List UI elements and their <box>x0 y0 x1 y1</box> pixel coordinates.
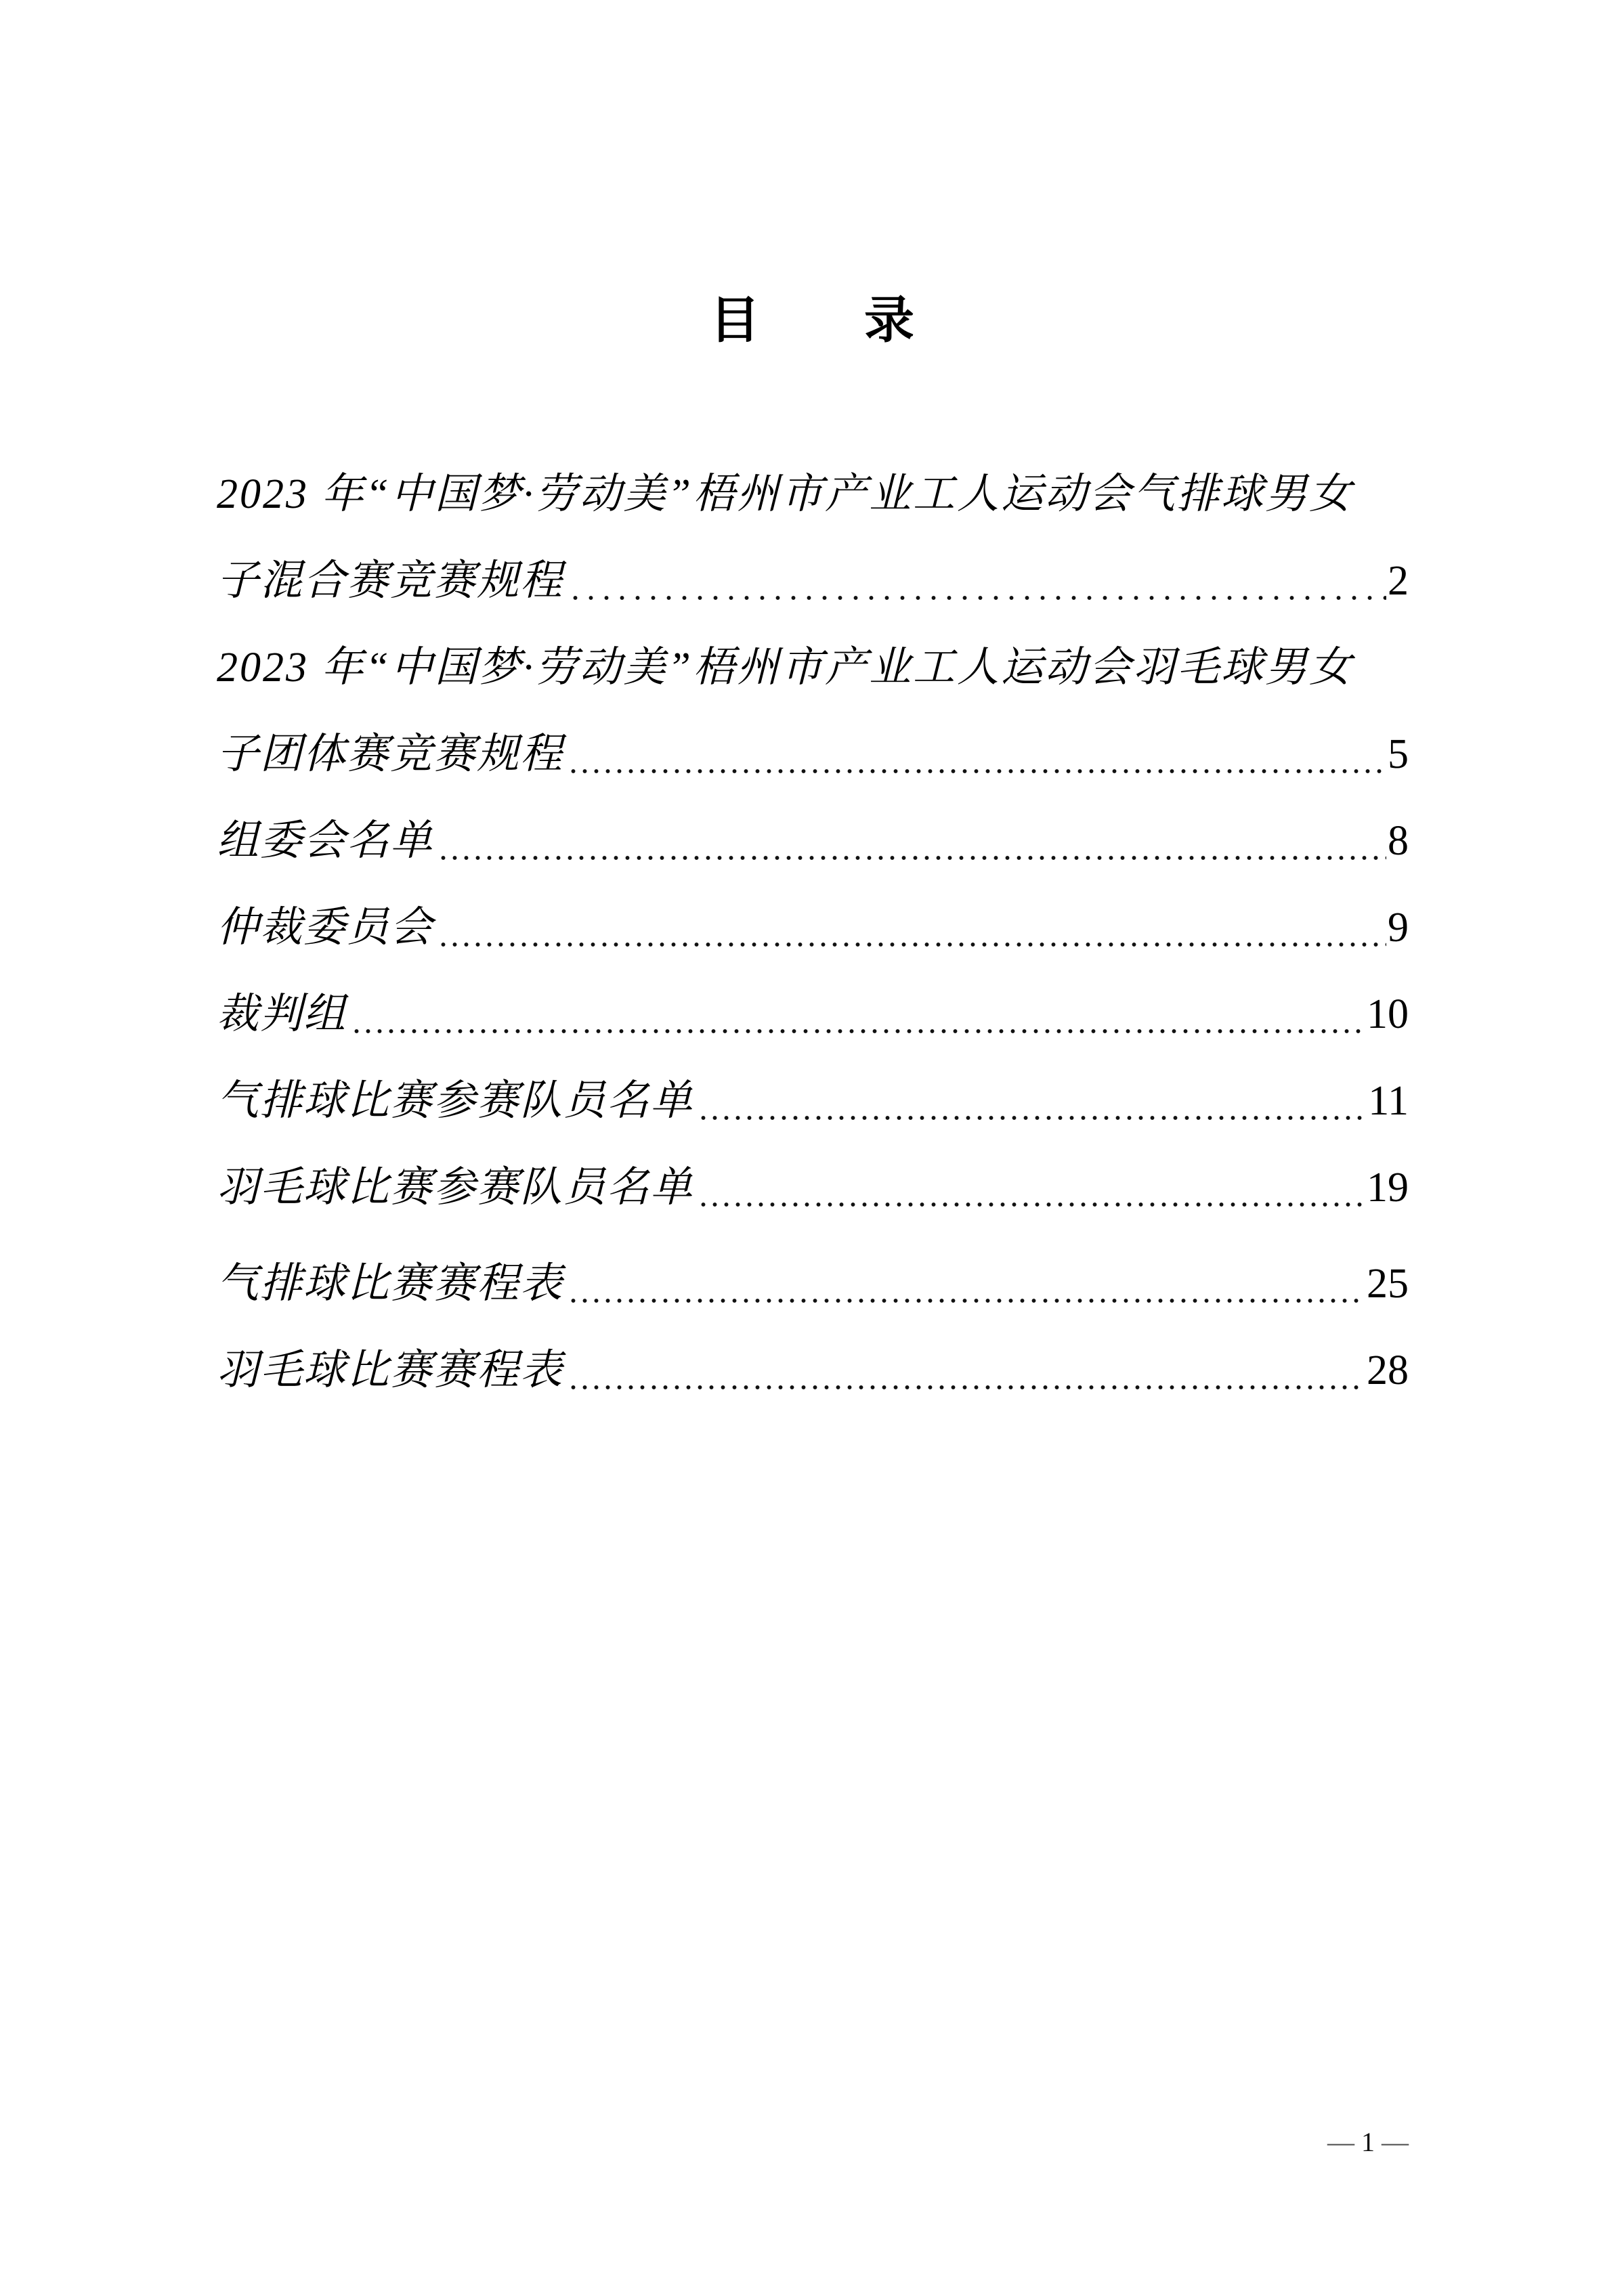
page-title: 目 录 <box>710 293 916 349</box>
toc-page-number: 19 <box>1367 1165 1409 1211</box>
footer-right-dash: — <box>1382 2127 1409 2157</box>
toc-entry-leader-line <box>217 1327 1409 1414</box>
toc-entry-leader-line <box>217 711 1409 798</box>
toc-entry <box>217 451 1409 624</box>
toc-entry-label: 组委会名单 <box>217 818 434 864</box>
toc-entry-label: 气排球比赛赛程表 <box>217 1261 564 1307</box>
toc-entry <box>217 624 1409 798</box>
toc-entry-leader-line <box>217 884 1409 971</box>
toc-page-number: 11 <box>1368 1078 1409 1124</box>
toc-entry-title-line: 2023 年“中国梦·劳动美”梧州市产业工人运动会羽毛球男女 <box>217 645 1353 691</box>
toc-page-number: 9 <box>1388 905 1409 951</box>
dot-leader <box>568 1327 1365 1414</box>
toc-entry-label: 子团体赛竞赛规程 <box>217 731 564 777</box>
toc-entry <box>217 971 1409 1058</box>
dot-leader <box>698 1144 1365 1231</box>
toc-page-number: 25 <box>1367 1261 1409 1307</box>
table-of-contents <box>217 451 1409 1414</box>
toc-entry-label: 羽毛球比赛参赛队员名单 <box>217 1165 694 1211</box>
toc-entry-leader-line <box>217 1144 1409 1231</box>
dot-leader <box>437 798 1386 884</box>
toc-entry <box>217 1327 1409 1414</box>
page-footer <box>1327 2126 1409 2159</box>
toc-entry-leader-line <box>217 1058 1409 1144</box>
toc-entry-leader-line <box>217 538 1409 624</box>
toc-entry-leader-line <box>217 1240 1409 1327</box>
dot-leader <box>351 971 1365 1058</box>
toc-entry <box>217 1240 1409 1327</box>
toc-page-number: 5 <box>1388 731 1409 777</box>
dot-leader <box>437 884 1386 971</box>
toc-entry <box>217 1144 1409 1231</box>
dot-leader <box>568 711 1386 798</box>
toc-entry-title-line: 2023 年“中国梦·劳动美”梧州市产业工人运动会气排球男女 <box>217 471 1353 517</box>
toc-entry <box>217 884 1409 971</box>
toc-entry <box>217 1058 1409 1144</box>
toc-page-number: 8 <box>1388 818 1409 864</box>
toc-entry-label: 仲裁委员会 <box>217 905 434 951</box>
toc-page-number: 28 <box>1367 1347 1409 1393</box>
toc-entry-label: 羽毛球比赛赛程表 <box>217 1347 564 1393</box>
dot-leader <box>568 538 1386 624</box>
toc-entry-label: 子混合赛竞赛规程 <box>217 558 564 604</box>
footer-page-number: 1 <box>1361 2127 1375 2157</box>
toc-entry-leader-line <box>217 971 1409 1058</box>
dot-leader <box>568 1240 1365 1327</box>
toc-entry-leader-line <box>217 798 1409 884</box>
toc-page-number: 2 <box>1388 558 1409 604</box>
toc-entry <box>217 798 1409 884</box>
toc-entry-label: 气排球比赛参赛队员名单 <box>217 1078 694 1124</box>
toc-page-number: 10 <box>1367 991 1409 1037</box>
dot-leader <box>698 1058 1367 1144</box>
toc-entry-label: 裁判组 <box>217 991 347 1037</box>
footer-left-dash: — <box>1327 2127 1354 2157</box>
